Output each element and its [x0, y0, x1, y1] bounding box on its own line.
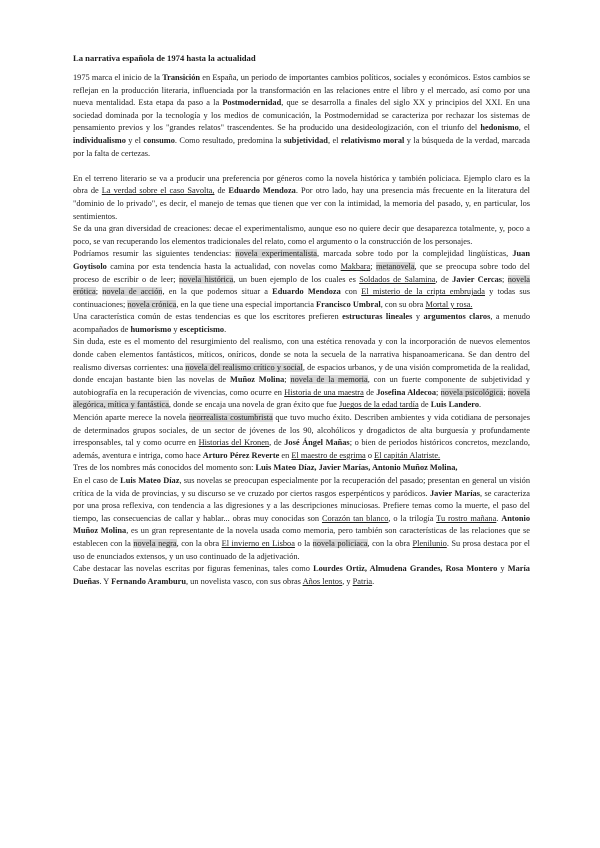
- text-run: .: [496, 513, 502, 523]
- work-title: Makbara: [340, 261, 371, 271]
- text-run: Cabe destacar las novelas escritas por figuras femeninas, tales como: [73, 564, 314, 574]
- paragraph: [73, 72, 530, 160]
- bold-term: Luis Mateo Díaz: [120, 476, 180, 485]
- bold-term: consumo: [143, 135, 175, 145]
- text-run: .: [479, 400, 482, 410]
- text-run: , se caracteriza por una prosa reflexiva, con tendencia a las digresiones y a las descripciones minuciosas. Prefiere temas como la muerte, el paso del tiempo, las consecuencias de callar y hablar... obras muy conocidas son: [73, 488, 530, 523]
- text-run: ; o bien de periodos históricos concretos, mezclando, además, aventura e intriga, como hace: [73, 438, 530, 460]
- bold-term: José Ángel Mañas: [284, 438, 350, 448]
- highlighted-term: novela crónica: [127, 299, 177, 309]
- text-run: de: [214, 186, 229, 196]
- text-run: ;: [502, 274, 508, 284]
- bold-term: estructuras lineales: [342, 312, 413, 322]
- work-title: Años lentos: [302, 576, 343, 586]
- text-run: . Su prosa destaca por el uso de enunciados extensos, y un uso continuado de la adjetivación.: [73, 538, 530, 561]
- document-title: La narrativa española de 1974 hasta la actualidad: [73, 53, 256, 63]
- highlighted-term: neorrealista costumbrista: [188, 413, 273, 423]
- work-title: El misterio de la cripta embrujada: [361, 287, 485, 297]
- highlighted-term: novela alegórica, mítica y fantástica: [73, 387, 530, 410]
- work-title: Plenilunio: [412, 538, 447, 548]
- text-run: , un buen ejemplo de los cuales es: [233, 274, 360, 284]
- text-run: , de: [269, 438, 285, 448]
- bold-term: escepticismo: [179, 324, 225, 334]
- highlighted-term: novela erótica: [73, 274, 530, 297]
- text-run: , el: [518, 123, 530, 133]
- text-run: , y: [342, 576, 353, 586]
- text-run: , el: [327, 135, 341, 145]
- highlighted-term: novela experimentalista: [235, 249, 317, 259]
- text-run: .: [372, 576, 375, 586]
- text-run: , con su obra: [380, 299, 426, 309]
- text-run: que tuvo mucho éxito. Describen ambientes y vida cotidiana de personajes de determinados grupos sociales, de un sector de jóvenes de los 90, alcohólicos y drogadictos de alta burguesía y profundamente irresponsables, tal y como ocurre en: [73, 413, 531, 448]
- text-run: . Por otro lado, hay una presencia más frecuente en la literatura del "dominio de lo privado", es decir, el manejo de temas que tienen que ver con la intimidad, la memoria del pasado, y, en particular, los sentimientos.: [73, 186, 530, 221]
- bold-term: Josefina Aldecoa: [376, 387, 436, 397]
- work-title: Mortal y rosa.: [425, 299, 473, 309]
- text-run: , marcada sobre todo por la complejidad lingüísticas,: [316, 249, 513, 259]
- text-run: , sus novelas se preocupan especialmente por la recuperación del pasado; presentan en general un visión crítica de la vida de provincias, y su discurso se ve cruzado por ciertos rasgos esperpénticos y paródicos.: [73, 476, 530, 498]
- highlighted-term: novela de acción: [102, 287, 163, 297]
- text-run: y: [171, 324, 180, 334]
- document-body: [73, 72, 530, 588]
- paragraph: [73, 412, 530, 462]
- bold-term: Luis Mateo Díaz, Javier Marías, Antonio Muñoz Molina,: [255, 463, 458, 473]
- bold-term: subjetividad: [283, 135, 328, 145]
- work-title: La verdad sobre el caso Savolta,: [101, 186, 215, 196]
- text-run: o: [365, 450, 375, 460]
- text-run: ;: [95, 287, 103, 297]
- text-run: Podríamos resumir las siguientes tendencias:: [73, 249, 236, 259]
- text-run: , a menudo acompañados de: [73, 312, 531, 334]
- work-title: Historias del Kronen: [198, 438, 270, 448]
- bold-term: Juan Goytisolo: [73, 249, 530, 271]
- work-title: Tu rostro mañana: [436, 513, 497, 523]
- text-run: Mención aparte merece la novela: [73, 413, 189, 423]
- text-run: y: [497, 564, 508, 574]
- work-title: El maestro de esgrima: [291, 450, 366, 460]
- bold-term: Javier Cercas: [452, 274, 503, 284]
- bold-term: Postmodernidad: [222, 98, 282, 108]
- text-run: , que se desarrolla a finales del siglo XX y principios del XXI. En una sociedad dominada por la tecnología y los medios de comunicación, la Postmodernidad se caracteriza por rechazar los sistemas de pensamiento previos y los "grandes relatos" trascendentes. Se ha producido una desideologización, con el triunfo del: [73, 98, 530, 133]
- highlighted-term: metanovela: [376, 261, 415, 271]
- highlighted-term: novela psicológica: [440, 387, 504, 397]
- paragraph: [73, 336, 530, 412]
- work-title: Soldados de Salamina: [359, 274, 436, 284]
- bold-term: hedonismo: [480, 123, 519, 133]
- text-run: y: [412, 312, 424, 322]
- bold-term: Luis Landero: [430, 400, 480, 410]
- text-run: , que se preocupa sobre todo del proceso de escribir o de leer;: [73, 261, 531, 284]
- bold-term: Javier Marías: [429, 488, 480, 498]
- text-run: con: [340, 287, 362, 297]
- paragraph: [73, 173, 530, 223]
- bold-term: Antonio Muñoz Molina: [73, 513, 530, 536]
- text-run: En el caso de: [73, 476, 121, 485]
- bold-term: Eduardo Mendoza: [272, 287, 341, 297]
- paragraph: [73, 223, 530, 248]
- work-title: El invierno en Lisboa: [221, 538, 295, 548]
- text-run: , en la que tiene una especial importancia: [176, 299, 317, 309]
- bold-term: argumentos claros: [423, 312, 491, 322]
- text-run: . Y: [99, 576, 112, 586]
- highlighted-term: novela del realismo crítico y social: [185, 362, 303, 372]
- text-run: y la búsqueda de la verdad, marcada por la falta de certezas.: [73, 135, 531, 158]
- text-run: ;: [370, 261, 377, 271]
- bold-term: Transición: [162, 73, 201, 82]
- text-run: en: [279, 450, 292, 460]
- work-title: Historia de una maestra: [284, 387, 364, 397]
- work-title: El capitán Alatriste.: [374, 450, 441, 460]
- bold-term: Francisco Umbral: [316, 299, 381, 309]
- text-run: . Como resultado, predomina la: [174, 135, 284, 145]
- bold-term: Eduardo Mendoza: [228, 186, 296, 196]
- bold-term: Arturo Pérez Reverte: [202, 450, 280, 460]
- paragraph: [73, 248, 530, 311]
- text-run: , donde se encaja una novela de gran éxito que fue: [168, 400, 339, 410]
- text-run: Tres de los nombres más conocidos del momento son:: [73, 463, 256, 473]
- text-run: de: [363, 387, 377, 397]
- text-run: , o la trilogía: [388, 513, 437, 523]
- text-run: ;: [503, 387, 508, 397]
- text-run: en España, un periodo de importantes cambios políticos, sociales y económicos. Estos cambios se reflejan en la producción literaria, influenciada por la transformación en las relaciones entre el libro y el mercado, así como por una nueva mentalidad. Esta etapa da paso a la: [73, 73, 530, 108]
- text-run: En el terreno literario se va a producir una preferencia por géneros como la novela histórica y también policiaca. Ejemplo claro es la obra de: [73, 173, 530, 196]
- text-run: , con un fuerte componente de subjetividad y autobiografía en la recuperación de vivencias, como ocurre en: [73, 375, 530, 397]
- text-run: o la: [294, 538, 313, 548]
- text-run: Se da una gran diversidad de creaciones: decae el experimentalismo, aunque eso no quiere decir que desaparezca totalmente, y, poco a poco, se van recuperando los elementos tradicionales del relato, como el argumento o la construcción de los personajes.: [73, 224, 530, 246]
- bold-term: Lourdes Ortiz, Almudena Grandes, Rosa Montero: [313, 564, 498, 574]
- text-run: , de espacios urbanos, y de una visión comprometida de la realidad, donde encajan bastante bien las novelas de: [73, 362, 530, 385]
- text-run: , es un gran representante de la novela usada como memoria, pero también son características de las relaciones que se establecen con la: [73, 526, 530, 548]
- highlighted-term: novela policiaca: [312, 538, 368, 548]
- highlighted-term: novela de la memoria: [290, 375, 368, 385]
- paragraph: [73, 563, 530, 588]
- text-run: .: [224, 324, 227, 334]
- bold-term: María Dueñas: [73, 564, 530, 586]
- text-run: camina por esta tendencia hasta la actualidad, con novelas como: [106, 261, 341, 271]
- text-run: , con la obra: [367, 538, 413, 548]
- text-run: , con la obra: [176, 538, 222, 548]
- text-run: , en la que podemos situar a: [162, 287, 273, 297]
- bold-term: humorismo: [130, 324, 172, 334]
- bold-term: Fernando Aramburu: [111, 576, 186, 586]
- work-title: Patria: [352, 576, 373, 586]
- text-run: Sin duda, este es el momento del resurgimiento del realismo, con una estética renovada y con la incorporación de nuevos elementos donde caben elementos fantásticos, míticos, oníricos, donde se nota la secuela de la narrativa hispanoamericana. Se dan dentro del realismo diversas corrientes: una: [73, 337, 530, 372]
- text-run: Una característica común de estas tendencias es que los escritores prefieren: [73, 312, 343, 322]
- work-title: Juegos de la edad tardía: [338, 400, 419, 410]
- text-run: de: [418, 400, 431, 410]
- paragraph: [73, 475, 530, 563]
- paragraph: [73, 462, 530, 475]
- bold-term: individualismo: [73, 135, 126, 145]
- text-run: y el: [125, 135, 144, 145]
- text-run: y todas sus continuaciones;: [73, 287, 531, 309]
- bold-term: Muñoz Molina: [229, 375, 285, 385]
- highlighted-term: novela negra: [133, 538, 177, 548]
- text-run: ;: [436, 387, 441, 397]
- text-run: , de: [435, 274, 453, 284]
- highlighted-term: novela histórica: [178, 274, 234, 284]
- paragraph: [73, 311, 530, 336]
- text-run: ;: [284, 375, 291, 385]
- text-run: 1975 marca el inicio de la: [73, 73, 163, 82]
- work-title: Corazón tan blanco: [321, 513, 389, 523]
- bold-term: relativismo moral: [340, 135, 405, 145]
- text-run: , un novelista vasco, con sus obras: [185, 576, 303, 586]
